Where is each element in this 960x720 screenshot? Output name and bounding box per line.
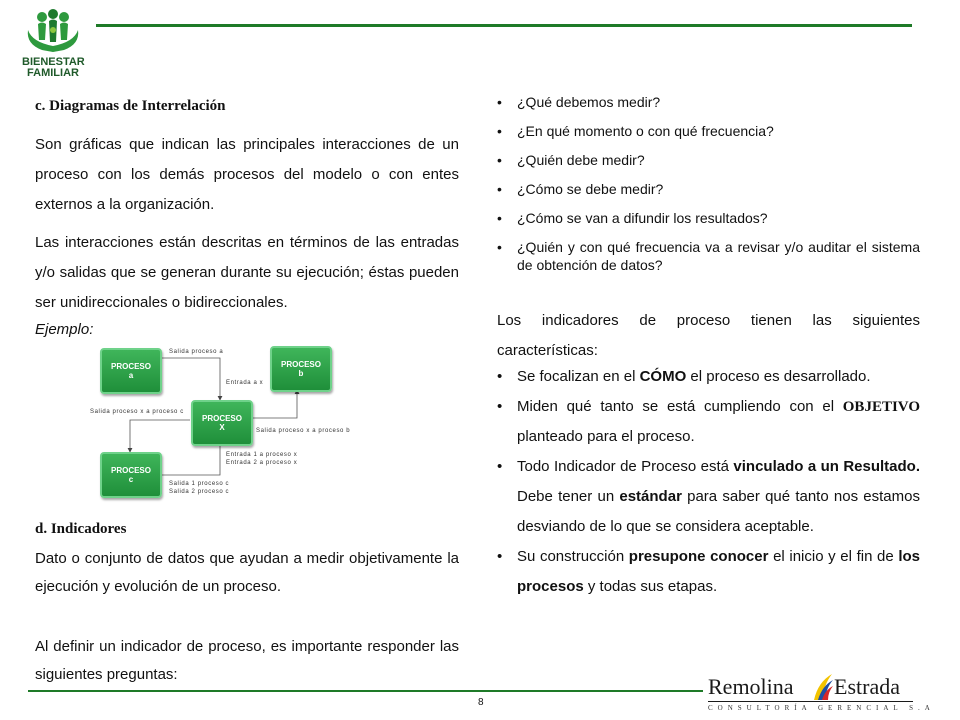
brand-subtitle: CONSULTORÍA GERENCIAL S.A bbox=[708, 704, 935, 712]
process-box-b bbox=[270, 346, 332, 392]
process-box-a bbox=[100, 348, 162, 394]
arrow-x-to-b bbox=[252, 390, 297, 418]
process-box-x bbox=[191, 400, 253, 446]
c4-text-b: presupone conocer bbox=[628, 548, 769, 565]
paragraph-2: Las interacciones están descritas en términos de las entradas y/o salidas que se generan durante su ejecución; éstas pueden ser unidireccionales o bidireccionales. bbox=[35, 234, 459, 311]
brand-divider bbox=[708, 701, 913, 702]
label-salida-2-c: Salida 2 proceso c bbox=[169, 489, 230, 495]
c3-text-a: Todo Indicador de Proceso está bbox=[517, 458, 734, 475]
label-salida-x-b: Salida proceso x a proceso b bbox=[256, 428, 351, 434]
box-x-letter: X bbox=[219, 423, 225, 432]
list-item bbox=[497, 452, 920, 542]
box-c-letter: c bbox=[128, 475, 134, 484]
c2-text-b: OBJETIVO bbox=[842, 399, 920, 415]
box-b-label: PROCESO bbox=[280, 360, 321, 369]
label-entrada-x: Entrada a x bbox=[226, 380, 264, 386]
brand-right: Estrada bbox=[834, 674, 900, 699]
characteristics-list bbox=[497, 362, 920, 602]
c2-text-a: Miden qué tanto se está cumpliendo con el bbox=[517, 398, 843, 415]
section-c-title: c. Diagramas de Interrelación bbox=[35, 98, 226, 114]
list-item: • ¿Cómo se van a difundir los resultados? bbox=[497, 209, 920, 227]
remolina-estrada-logo bbox=[708, 672, 935, 716]
logo-text-1: BIENESTAR bbox=[22, 56, 85, 68]
list-item bbox=[497, 362, 920, 392]
paragraph-4: Al definir un indicador de proceso, es importante responder las siguientes preguntas: bbox=[35, 638, 459, 683]
list-item: • ¿Quién y con qué frecuencia va a revisar y/o auditar el sistema de obtención de datos? bbox=[497, 238, 920, 274]
arrow-a-to-x bbox=[162, 358, 220, 400]
c4-text-e: y todas sus etapas. bbox=[583, 578, 718, 595]
c1-text-b: CÓMO bbox=[639, 368, 687, 385]
paragraph-1: Son gráficas que indican las principales interacciones de un proceso con los demás procesos del modelo o con entes externos a la organización. bbox=[35, 136, 459, 213]
example-label: Ejemplo: bbox=[35, 321, 94, 338]
label-entrada-1: Entrada 1 a proceso x bbox=[226, 452, 298, 458]
label-entrada-2: Entrada 2 a proceso x bbox=[226, 460, 298, 466]
box-x-label: PROCESO bbox=[201, 414, 242, 423]
list-item: • ¿Cómo se debe medir? bbox=[497, 180, 920, 198]
paragraph-3: Dato o conjunto de datos que ayudan a medir objetivamente la ejecución y evolución de un proceso. bbox=[35, 550, 459, 595]
list-item: • ¿En qué momento o con qué frecuencia? bbox=[497, 122, 920, 140]
footer-rule bbox=[28, 690, 703, 692]
c4-text-a: Su construcción bbox=[517, 548, 629, 565]
box-a-label: PROCESO bbox=[110, 362, 151, 371]
box-c-label: PROCESO bbox=[110, 466, 151, 475]
list-item: • ¿Quién debe medir? bbox=[497, 151, 920, 169]
c1-text-a: Se focalizan en el bbox=[517, 368, 640, 385]
logo-text-2: FAMILIAR bbox=[27, 67, 79, 79]
label-salida-1-c: Salida 1 proceso c bbox=[169, 481, 230, 487]
c4-text-c: el inicio y el fin de bbox=[768, 548, 899, 565]
characteristics-intro: Los indicadores de proceso tienen las siguientes características: bbox=[497, 312, 920, 359]
question-list bbox=[497, 93, 920, 285]
flag-swoosh-icon bbox=[812, 672, 834, 702]
family-icon bbox=[22, 8, 84, 52]
header-rule bbox=[96, 24, 912, 27]
arrow-x-to-c bbox=[130, 420, 190, 452]
c2-text-c: planteado para el proceso. bbox=[517, 428, 695, 445]
label-salida-a: Salida proceso a bbox=[169, 349, 224, 355]
c3-text-e: para saber qué tanto nos estamos desviando de lo que se considera aceptable. bbox=[517, 488, 920, 535]
c4-text-d: los procesos bbox=[517, 548, 921, 595]
list-item: • ¿Qué debemos medir? bbox=[497, 93, 920, 111]
process-box-c bbox=[100, 452, 162, 498]
list-item bbox=[497, 542, 920, 602]
bienestar-logo bbox=[22, 8, 85, 79]
list-item bbox=[497, 392, 920, 452]
box-b-letter: b bbox=[298, 369, 304, 378]
interrelation-diagram bbox=[85, 340, 385, 505]
label-salida-x-c: Salida proceso x a proceso c bbox=[90, 409, 184, 415]
c3-text-c: Debe tener un bbox=[517, 488, 620, 505]
c3-text-b: vinculado a un Resultado. bbox=[733, 458, 920, 475]
page-number: 8 bbox=[478, 697, 484, 708]
brand-left: Remolina bbox=[708, 674, 794, 699]
c1-text-c: el proceso es desarrollado. bbox=[686, 368, 871, 385]
c3-text-d: estándar bbox=[619, 488, 682, 505]
box-a-letter: a bbox=[128, 371, 134, 380]
section-d-title: d. Indicadores bbox=[35, 521, 127, 537]
